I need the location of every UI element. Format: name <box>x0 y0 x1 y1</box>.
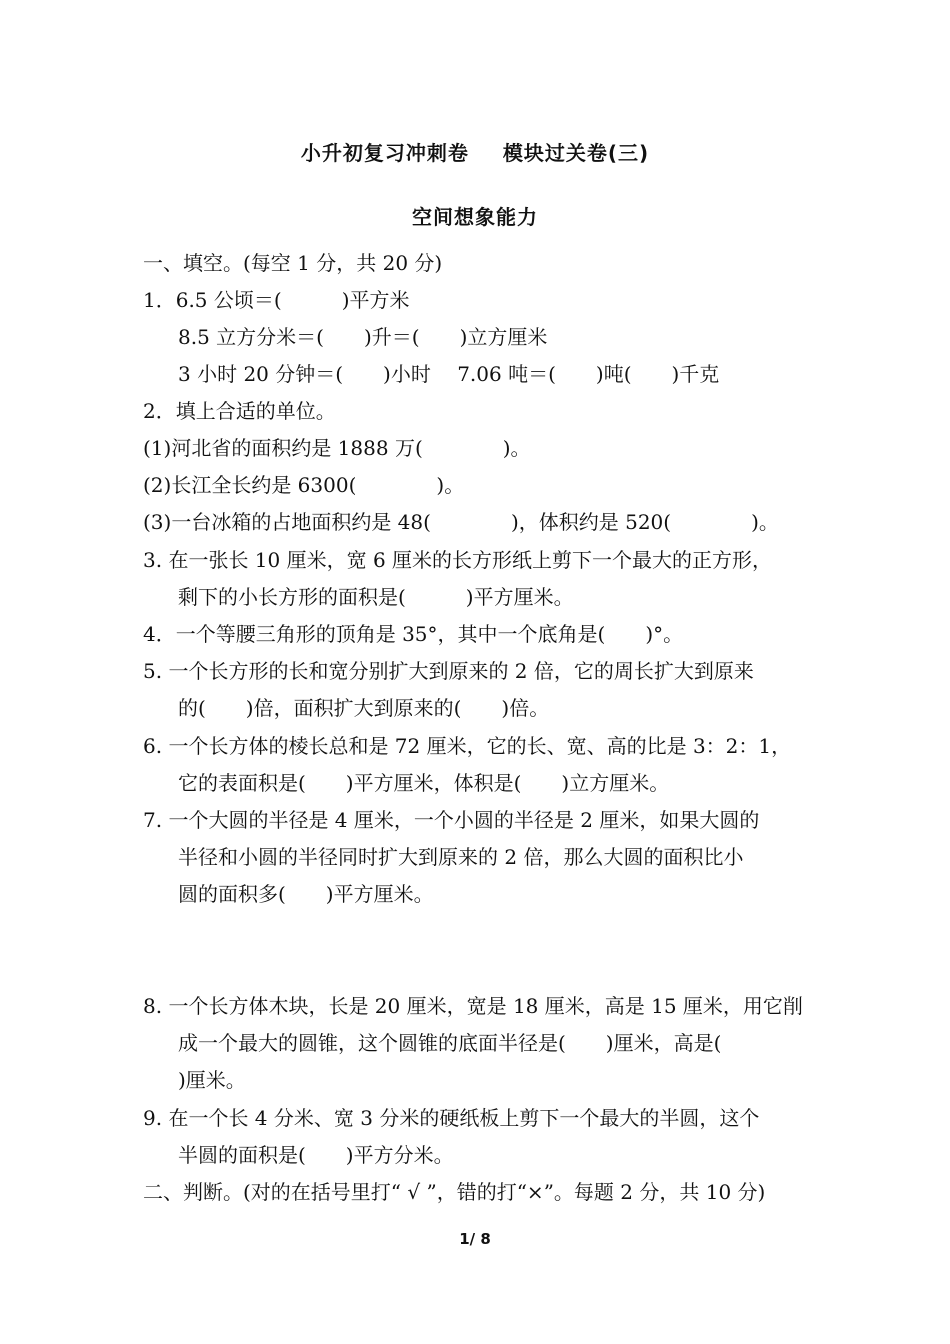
question-4: 4．一个等腰三角形的顶角是 35°，其中一个底角是( )°。 <box>143 622 684 646</box>
question-2-heading: 2．填上合适的单位。 <box>143 399 336 423</box>
question-3-line-2: 剩下的小长方形的面积是( )平方厘米。 <box>178 585 574 609</box>
page-number: 1/ 8 <box>459 1230 491 1248</box>
question-9-line-1: 9. 在一个长 4 分米、宽 3 分米的硬纸板上剪下一个最大的半圆，这个 <box>143 1106 760 1130</box>
question-2-item-2: (2)长江全长约是 6300( )。 <box>143 473 465 497</box>
title-part-2: 模块过关卷(三) <box>502 141 650 165</box>
question-1-line-3: 3 小时 20 分钟＝( )小时 7.06 吨＝( )吨( )千克 <box>178 362 720 386</box>
question-8-line-1: 8. 一个长方体木块，长是 20 厘米，宽是 18 厘米，高是 15 厘米，用它削 <box>143 994 803 1018</box>
question-3-line-1: 3. 在一张长 10 厘米，宽 6 厘米的长方形纸上剪下一个最大的正方形， <box>143 548 773 572</box>
page-title <box>0 137 950 166</box>
question-1-line-1: 1．6.5 公顷＝( )平方米 <box>143 288 410 312</box>
question-9-line-2: 半圆的面积是( )平方分米。 <box>178 1143 454 1167</box>
question-7-line-3: 圆的面积多( )平方厘米。 <box>178 882 434 906</box>
question-5-line-1: 5. 一个长方形的长和宽分别扩大到原来的 2 倍，它的周长扩大到原来 <box>143 659 754 683</box>
question-2-item-3: (3)一台冰箱的占地面积约是 48( )，体积约是 520( )。 <box>143 510 779 534</box>
question-1-line-2: 8.5 立方分米＝( )升＝( )立方厘米 <box>178 325 548 349</box>
question-2-item-1: (1)河北省的面积约是 1888 万( )。 <box>143 436 531 460</box>
question-6-line-2: 它的表面积是( )平方厘米，体积是( )立方厘米。 <box>178 771 670 795</box>
section-2-heading: 二、判断。(对的在括号里打“ √ ”，错的打“×”。每题 2 分，共 10 分) <box>143 1180 766 1204</box>
question-8-line-2: 成一个最大的圆锥，这个圆锥的底面半径是( )厘米，高是( <box>178 1031 722 1055</box>
page-subtitle: 空间想象能力 <box>412 205 538 229</box>
question-8-line-3: )厘米。 <box>178 1068 246 1092</box>
question-7-line-1: 7. 一个大圆的半径是 4 厘米，一个小圆的半径是 2 厘米，如果大圆的 <box>143 808 760 832</box>
title-part-1: 小升初复习冲刺卷 <box>300 141 469 165</box>
question-5-line-2: 的( )倍，面积扩大到原来的( )倍。 <box>178 696 550 720</box>
question-6-line-1: 6. 一个长方体的棱长总和是 72 厘米，它的长、宽、高的比是 3：2：1， <box>143 734 792 758</box>
question-7-line-2: 半径和小圆的半径同时扩大到原来的 2 倍，那么大圆的面积比小 <box>178 845 744 869</box>
section-1-heading: 一、填空。(每空 1 分，共 20 分) <box>143 251 443 275</box>
